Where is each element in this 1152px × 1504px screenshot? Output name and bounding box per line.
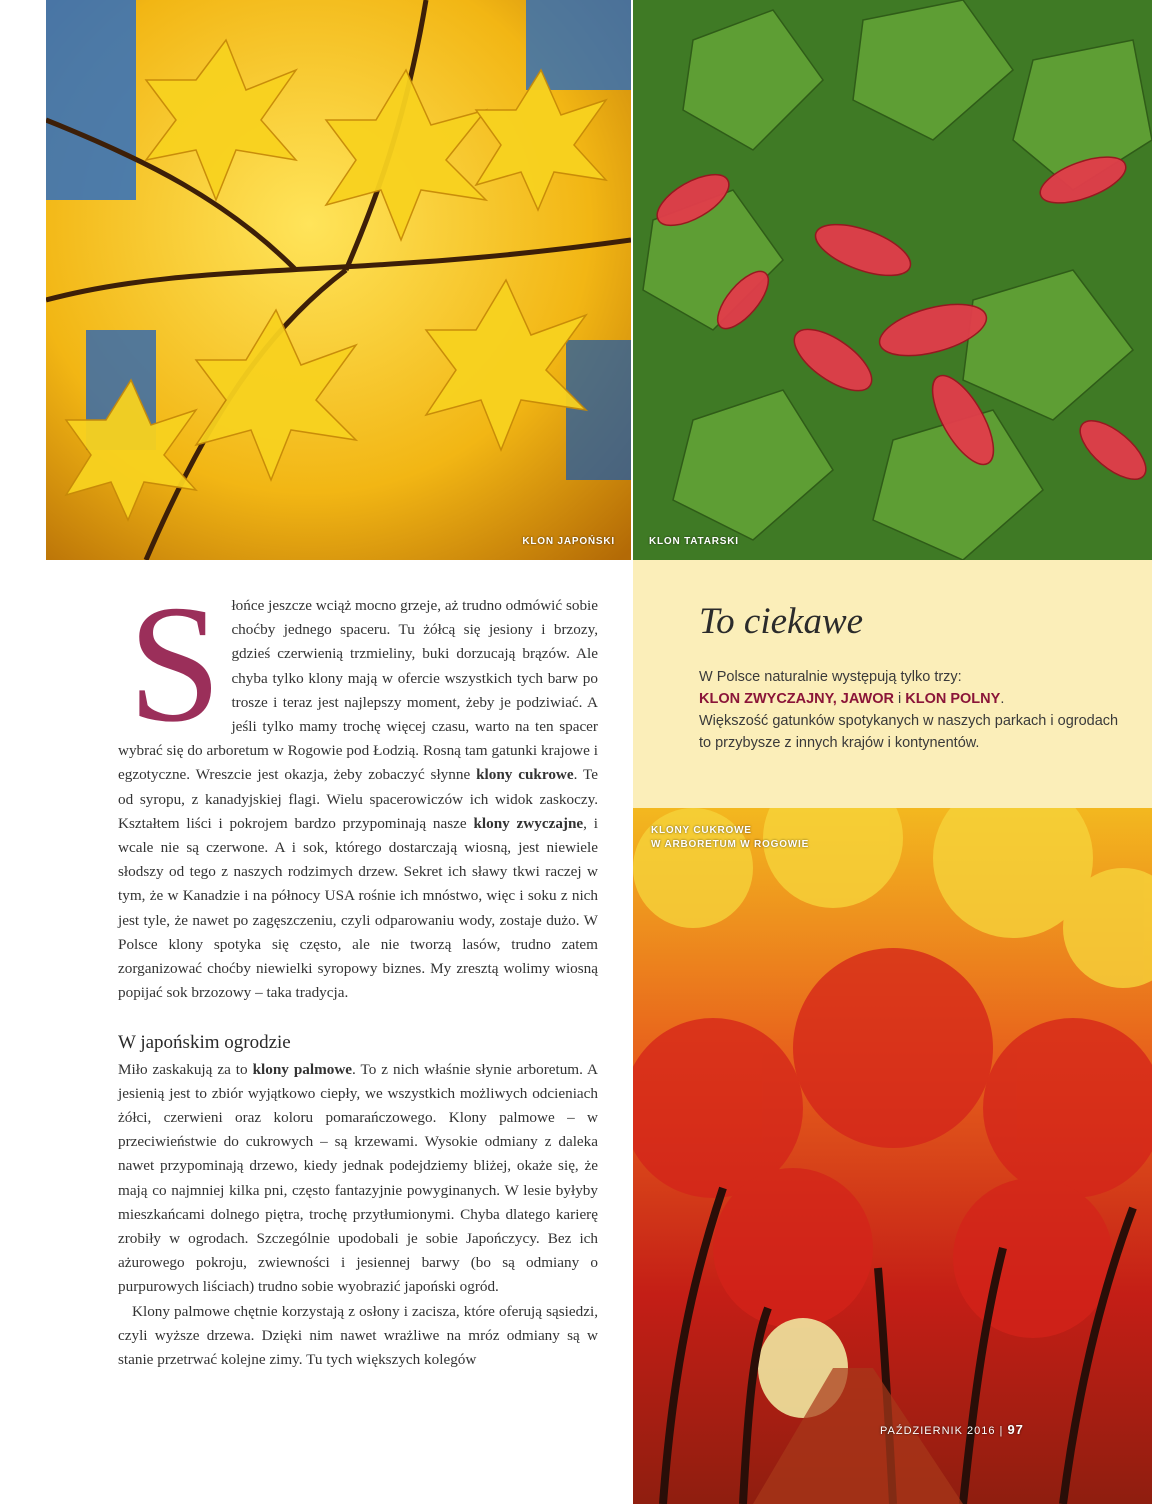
caption-japanese-maple: KLON JAPOŃSKI xyxy=(522,535,615,547)
caption-tatarian-maple: KLON TATARSKI xyxy=(649,535,739,547)
photo-sugar-maples-avenue xyxy=(633,808,1152,1504)
sidebar-species-end: . xyxy=(1000,691,1005,707)
sidebar-species-2: KLON POLNY xyxy=(905,691,1001,707)
article-text: łońce jeszcze wciąż mocno grzeje, aż trudno odmówić sobie choćby jednego spaceru. Tu żółcą się jesiony i brzozy, gdzieś czerwienią trzmieliny, buki dorzucają brązów. Ale chyba tylko klony mają w ofercie wszystkich tych barw po trosze i teraz jest najlepszy moment, żeby je podziwiać. A jeśli tylko mamy trochę więcej czasu, warto na ten spacer wybrać się do arboretum w Rogowie pod Łodzią. Rosną tam gatunki krajowe i egzotyczne. Wreszcie jest okazja, żeby zobaczyć słynne xyxy=(118,597,598,784)
photo-tatarian-maple xyxy=(633,0,1152,560)
sidebar-intro: W Polsce naturalnie występują tylko trzy: xyxy=(699,669,962,685)
article-paragraph-3: Klony palmowe chętnie korzystają z osłony i zacisza, które oferują sąsiedzi, czyli wyższe drzewa. Dzięki nim nawet wrażliwe na mróz odmiany są w stanie przetrwać kolejne zimy. Tu tych większych kolegów xyxy=(118,1302,598,1369)
highlight-sugar-maples: klony cukrowe xyxy=(476,766,574,784)
drop-cap: S xyxy=(128,571,222,757)
article-text: , i wcale nie są czerwone. A i sok, którego dostarczają wiosną, jest niewiele słodszy od tego z naszych rodzimych drzew. Sekret ich sławy tkwi raczej w tym, że w Kanadzie i na północy USA rośnie ich mnóstwo, więc i soku z nich jest tyle, że nawet po zagęszczeniu, czyli odparowaniu wody, zostaje dużo. W Polsce klony spotyka się często, ale nie tworzą lasów, trudno zatem zorganizować choćby niewielki syropowy biznes. My zresztą wolimy wiosną popijać sok brzozowy – taka tradycja. xyxy=(118,814,598,1002)
sidebar-text: Większość gatunków spotykanych w naszych parkach i ogrodach to przybysze z innych krajów i kontynentów. xyxy=(699,713,1119,751)
article-text: . To z nich właśnie słynie arboretum. A jesienią jest to zbiór wyjątkowo ciepły, we wszystkich możliwych odcieniach żółci, czerwieni oraz koloru pomarańczowego. Klony palmowe – w przeciwieństwie do cukrowych – są krzewami. Wysokie odmiany z daleka nawet przypominają drzewo, kiedy jednak podejdziemy bliżej, okaże się, że mają co najmniej kilka pni, często fantazyjnie powyginanych. W lesie byłyby mieszkańcami dolnego piętra, trochę przytłumionymi. Chyba dlatego karierę zrobiły w ogrodach. Szczególnie upodobali je sobie Japończycy. Bez ich ażurowego pokroju, zwiewności i jesiennej barwy (bo są odmiany o purpurowych liściach) trudno sobie wyobrazić japoński ogród. xyxy=(118,1060,599,1296)
yellow-leaves-illustration xyxy=(46,0,631,560)
sidebar-species-and: i xyxy=(897,691,902,707)
caption-sugar-maples xyxy=(651,824,809,851)
caption-sugar-maples-line2: W ARBORETUM W ROGOWIE xyxy=(651,838,810,850)
highlight-palm-maples: klony palmowe xyxy=(252,1060,353,1078)
article-body xyxy=(118,571,599,1372)
page-folio xyxy=(880,1422,1024,1437)
article-paragraph-1 xyxy=(118,571,598,1005)
photo-japanese-maple xyxy=(46,0,631,560)
issue-date: PAŹDZIERNIK 2016 xyxy=(880,1425,996,1437)
folio-separator: | xyxy=(999,1425,1004,1437)
caption-sugar-maples-line1: KLONY CUKROWE xyxy=(651,825,752,836)
red-samaras-illustration xyxy=(633,0,1152,560)
page-number: 97 xyxy=(1007,1422,1024,1437)
article-text: Miło zaskakują za to xyxy=(118,1060,253,1078)
article-paragraph-2 xyxy=(118,1058,598,1300)
autumn-avenue-illustration xyxy=(633,808,1152,1504)
highlight-norway-maples: klony zwyczajne xyxy=(473,814,584,832)
sidebar-species-1: KLON ZWYCZAJNY, JAWOR xyxy=(699,691,894,707)
did-you-know-box xyxy=(633,560,1152,808)
sidebar-body xyxy=(699,666,1119,754)
sidebar-title: To ciekawe xyxy=(699,601,864,642)
article-text: . Te od syropu, z kanadyjskiej flagi. Wielu spacerowiczów ich widok zaskoczy. Kształtem liści i pokrojem bardzo przypominają nasze xyxy=(118,766,598,832)
section-heading: W japońskim ogrodzie xyxy=(118,1032,291,1054)
